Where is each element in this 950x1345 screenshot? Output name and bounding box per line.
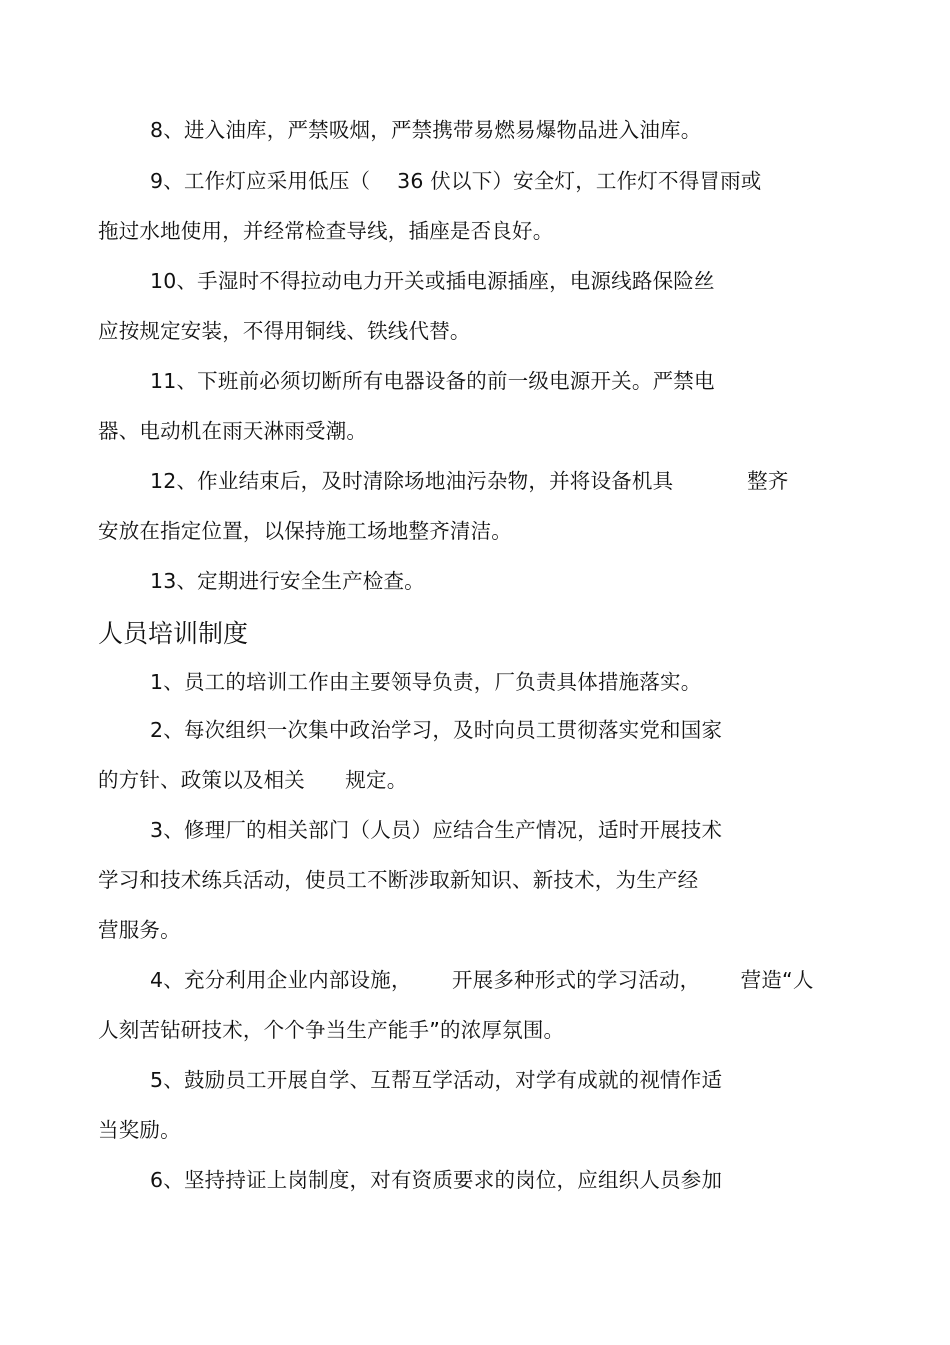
training-item-2-line-1: 2、每次组织一次集中政治学习，及时向员工贯彻落实党和国家	[150, 718, 723, 742]
training-item-2-line-2: 的方针、政策以及相关 规定。	[98, 768, 408, 792]
rule-9-line-1: 9、工作灯应采用低压（ 36 伏以下）安全灯，工作灯不得冒雨或	[150, 169, 762, 193]
training-item-5-line-1: 5、鼓励员工开展自学、互帮互学活动，对学有成就的视情作适	[150, 1068, 723, 1092]
rule-13-line-1: 13、定期进行安全生产检查。	[150, 569, 425, 593]
training-item-4-line-1: 4、充分利用企业内部设施， 开展多种形式的学习活动， 营造“人	[150, 968, 814, 992]
rule-8-line-1: 8、进入油库，严禁吸烟，严禁携带易燃易爆物品进入油库。	[150, 118, 702, 142]
training-item-6-line-1: 6、坚持持证上岗制度，对有资质要求的岗位，应组织人员参加	[150, 1168, 723, 1192]
rule-10-line-1: 10、手湿时不得拉动电力开关或插电源插座，电源线路保险丝	[150, 269, 715, 293]
training-item-3-line-1: 3、修理厂的相关部门（人员）应结合生产情况，适时开展技术	[150, 818, 723, 842]
rule-10-line-2: 应按规定安装，不得用铜线、铁线代替。	[98, 319, 471, 343]
training-item-4-line-2: 人刻苦钻研技术，个个争当生产能手”的浓厚氛围。	[98, 1018, 565, 1042]
rule-12-line-2: 安放在指定位置，以保持施工场地整齐清洁。	[98, 519, 512, 543]
training-item-1-line-1: 1、员工的培训工作由主要领导负责，厂负责具体措施落实。	[150, 670, 702, 694]
rule-12-line-1: 12、作业结束后，及时清除场地油污杂物，并将设备机具 整齐	[150, 469, 789, 493]
training-item-3-line-3: 营服务。	[98, 918, 181, 942]
rule-11-line-2: 器、电动机在雨天淋雨受潮。	[98, 419, 368, 443]
training-item-3-line-2: 学习和技术练兵活动，使员工不断涉取新知识、新技术，为生产经	[98, 868, 699, 892]
section-title: 人员培训制度	[98, 619, 249, 648]
training-item-5-line-2: 当奖励。	[98, 1118, 181, 1142]
rule-11-line-1: 11、下班前必须切断所有电器设备的前一级电源开关。严禁电	[150, 369, 715, 393]
rule-9-line-2: 拖过水地使用，并经常检查导线，插座是否良好。	[98, 219, 554, 243]
